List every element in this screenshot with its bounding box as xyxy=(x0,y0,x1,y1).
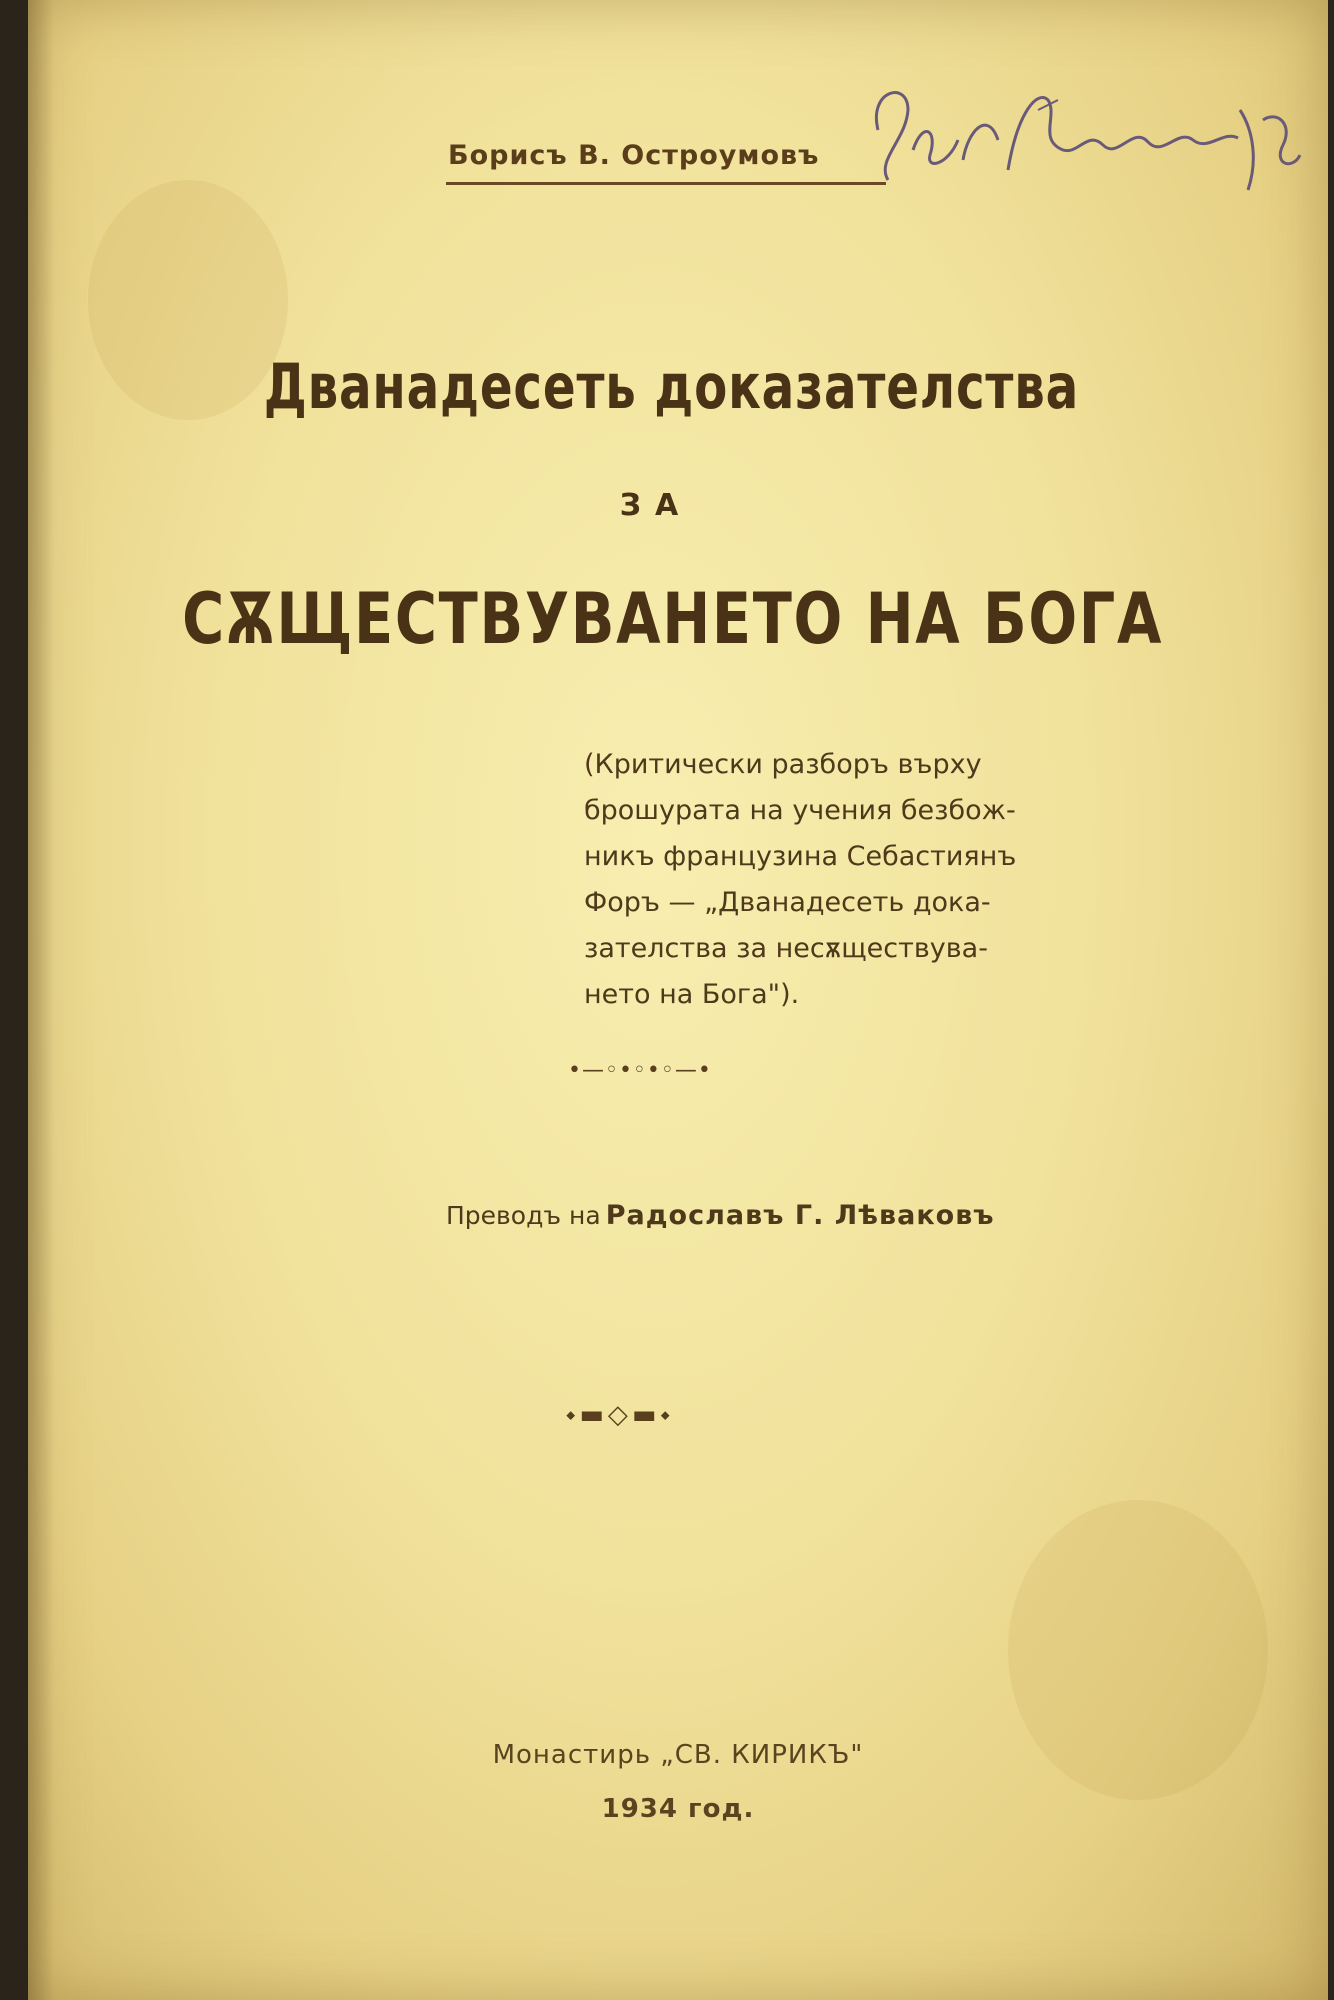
book-cover xyxy=(28,0,1328,2000)
ornament-divider-top: •—◦•◦•◦—• xyxy=(568,1058,712,1083)
translator-credit xyxy=(446,1200,1146,1231)
author-underline xyxy=(446,182,886,185)
title-connector: ЗА xyxy=(619,488,693,523)
title-line-2: СѪЩЕСТВУВАНЕТО НА БОГА xyxy=(182,578,1164,660)
publication-year: 1934 год. xyxy=(601,1794,755,1824)
translator-name: Радославъ Г. Лѣваковъ xyxy=(605,1200,995,1231)
handwritten-signature xyxy=(868,70,1308,210)
translator-prefix: Преводъ на xyxy=(446,1201,601,1230)
subtitle-paragraph: (Критически разборъ върху брошурата на учения безбож- никъ французина Себастиянъ Форъ — „Дванадесеть дока- зателства за несѫществува- нето на Бога"). xyxy=(584,749,1017,1010)
author-name: Борисъ В. Остроумовъ xyxy=(448,140,820,171)
ornament-divider-bottom: ⬩▬◇▬⬩ xyxy=(566,1400,674,1430)
publisher-name: Монастирь „СВ. КИРИКЪ" xyxy=(492,1740,864,1770)
title-line-1: Дванадесеть доказателства xyxy=(263,350,1080,423)
